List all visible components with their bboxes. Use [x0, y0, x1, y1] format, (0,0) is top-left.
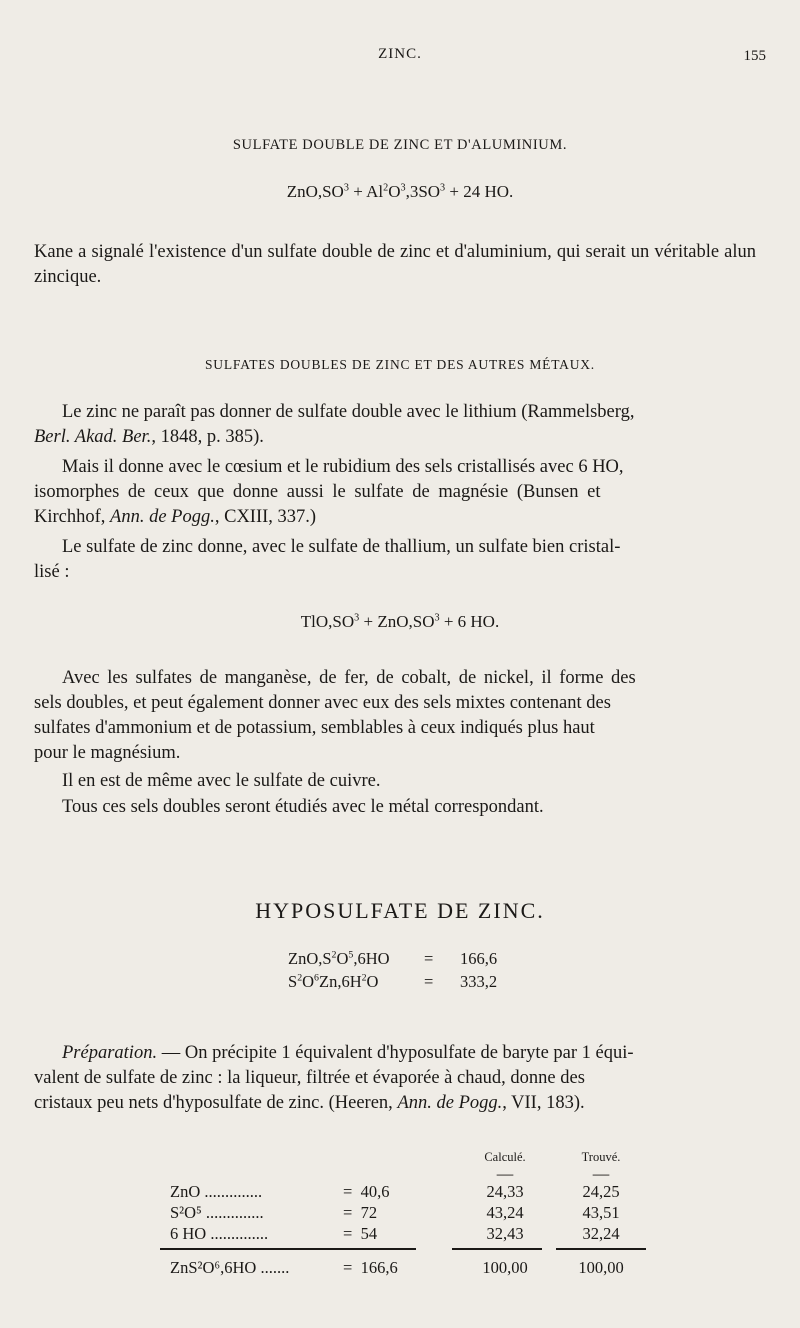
dash-calculated: —	[496, 1164, 514, 1183]
running-title: ZINC.	[378, 46, 422, 62]
paragraph-lithium-line1: Le zinc ne paraît pas donner de sulfate double avec le lithium (Rammelsberg,	[62, 402, 635, 422]
paragraph-caesium-line3: Kirchhof, Ann. de Pogg., CXIII, 337.)	[34, 507, 317, 527]
row-name: S²O⁵	[170, 1203, 202, 1222]
row-calculated: 24,33	[486, 1182, 524, 1201]
dash-found: —	[592, 1164, 610, 1183]
row-calculated: 43,24	[486, 1203, 524, 1222]
total-name: ZnS²O⁶,6HO	[170, 1258, 257, 1277]
formula-thallium: $TlO,SO^3 + ZnO,SO^3 + 6$ HO.	[300, 612, 500, 631]
formula-hyposulfate-2-value: 333,2	[460, 972, 498, 991]
row-eq: = 54	[343, 1224, 378, 1243]
paragraph-kane: Kane a signalé l'existence d'un sulfate double de zinc et d'aluminium, qui serait un véritable alun zincique.	[34, 242, 756, 287]
header-found: Trouvé.	[581, 1150, 621, 1164]
row-found: 32,24	[582, 1224, 620, 1243]
paragraph-manganese-line1: Avec les sulfates de manganèse, de fer, de cobalt, de nickel, il forme des	[62, 668, 636, 688]
paragraph-copper: Il en est de même avec le sulfate de cuivre.	[62, 771, 381, 791]
total-found: 100,00	[578, 1258, 624, 1277]
paragraph-manganese-line4: pour le magnésium.	[34, 743, 181, 763]
row-name: ZnO	[170, 1182, 201, 1201]
paragraph-caesium-line2: isomorphes de ceux que donne aussi le sulfate de magnésie (Bunsen et	[34, 482, 601, 502]
section-heading-double-sulfates: SULFATES DOUBLES DE ZINC ET DES AUTRES MÉTAUX.	[205, 357, 595, 372]
table-row: 6 HO .............. = 54 32,43 32,24	[0, 1224, 800, 1250]
row-eq: = 72	[343, 1203, 378, 1222]
paragraph-preparation-line3: cristaux peu nets d'hyposulfate de zinc. (Heeren, Ann. de Pogg., VII, 183).	[34, 1093, 585, 1113]
paragraph-studied: Tous ces sels doubles seront étudiés avec le métal correspondant.	[62, 797, 544, 817]
formula-hyposulfate-1-value: 166,6	[460, 949, 498, 968]
row-found: 24,25	[582, 1182, 620, 1201]
section-heading-aluminium: SULFATE DOUBLE DE ZINC ET D'ALUMINIUM.	[232, 137, 568, 153]
paragraph-preparation-line2: valent de sulfate de zinc : la liqueur, filtrée et évaporée à chaud, donne des	[34, 1068, 585, 1088]
total-rule-left	[160, 1248, 416, 1250]
paragraph-manganese-line3: sulfates d'ammonium et de potassium, semblables à ceux indiqués plus haut	[34, 718, 595, 738]
paragraph-lithium-line2: Berl. Akad. Ber., 1848, p. 385).	[34, 427, 264, 447]
formula-zinc-aluminium: $ZnO,SO^3 + Al^2O^3,3SO^3 + 24$ HO.	[286, 182, 514, 201]
page-number: 155	[743, 48, 766, 64]
total-eq: = 166,6	[343, 1258, 398, 1277]
preparation-label: Préparation.	[62, 1043, 158, 1063]
row-calculated: 32,43	[486, 1224, 524, 1243]
total-calculated: 100,00	[482, 1258, 528, 1277]
total-rule-found	[556, 1248, 646, 1250]
paragraph-caesium-line1: Mais il donne avec le cœsium et le rubidium des sels cristallisés avec 6 HO,	[62, 457, 624, 477]
formula-hyposulfate-2: $S^2O^6Zn,6H^2O$	[288, 972, 379, 991]
row-found: 43,51	[582, 1203, 620, 1222]
total-rule-calculated	[452, 1248, 542, 1250]
section-heading-hyposulfate: HYPOSULFATE DE ZINC.	[255, 898, 545, 923]
formula-hyposulfate-1: $ZnO,S^2O^5,6HO$	[288, 949, 390, 968]
paragraph-manganese-line2: sels doubles, et peut également donner avec eux des sels mixtes contenant des	[34, 693, 611, 713]
formula-hyposulfate-2-eq: =	[424, 972, 434, 991]
row-eq: = 40,6	[343, 1182, 390, 1201]
table-total-row: ZnS²O⁶,6HO ....... = 166,6 100,00 100,00	[0, 1258, 800, 1284]
row-name: 6 HO	[170, 1224, 207, 1243]
paragraph-preparation-line1: Préparation. — On précipite 1 équivalent d'hyposulfate de baryte par 1 équi-	[62, 1043, 634, 1063]
paragraph-thallium-line2: lisé :	[34, 562, 70, 582]
table-row: S²O⁵ .............. = 72 43,24 43,51	[0, 1203, 800, 1229]
paragraph-thallium-line1: Le sulfate de zinc donne, avec le sulfate de thallium, un sulfate bien cristal-	[62, 537, 621, 557]
formula-hyposulfate-1-eq: =	[424, 949, 434, 968]
header-calculated: Calculé.	[484, 1150, 526, 1164]
table-row: ZnO .............. = 40,6 24,33 24,25	[0, 1182, 800, 1208]
